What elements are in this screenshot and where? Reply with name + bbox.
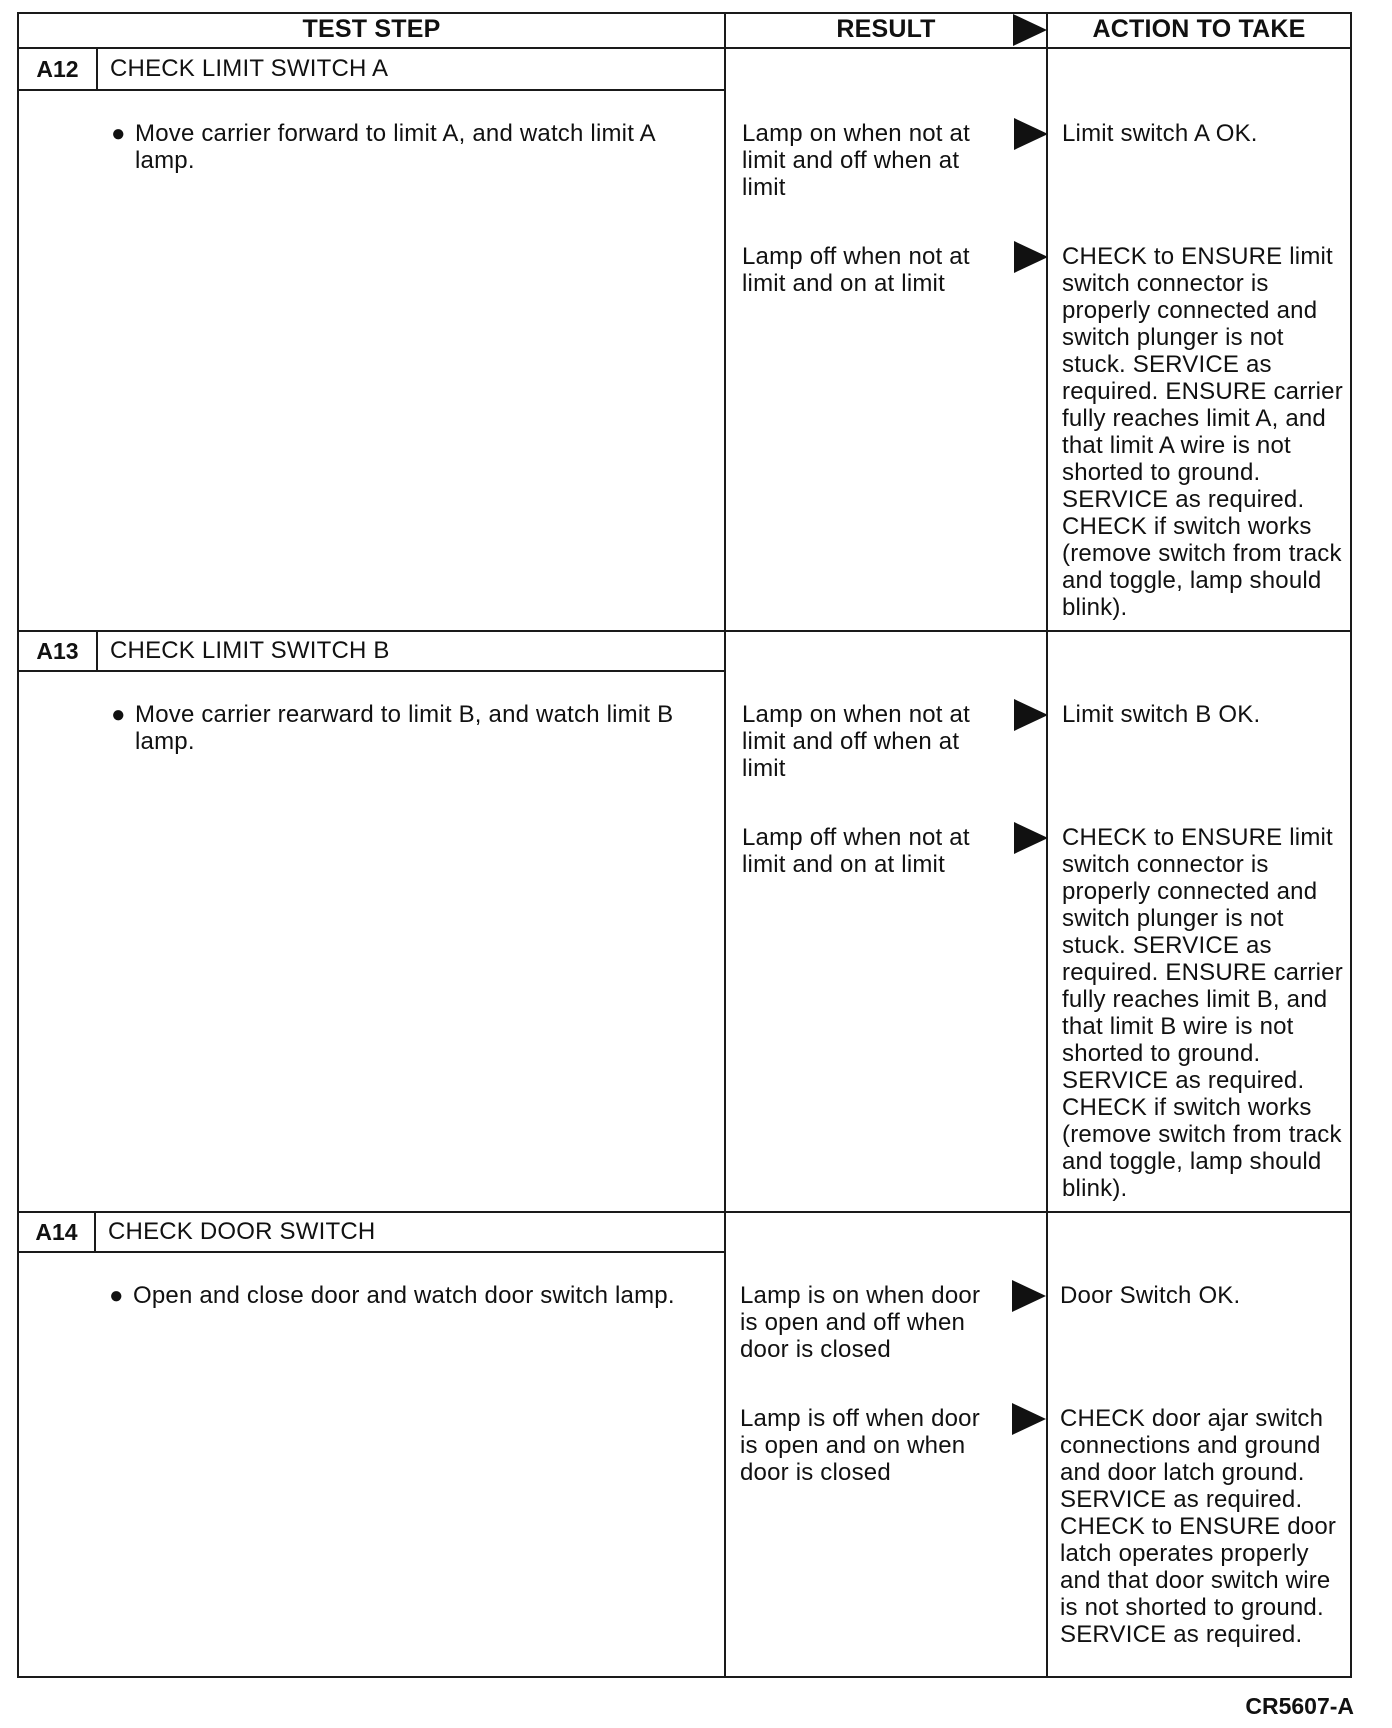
step-id-a14: A14: [35, 1218, 78, 1245]
a12-title-bottom: [17, 89, 726, 91]
step-id-a13: A13: [36, 637, 79, 664]
right-arrow-icon: [1014, 699, 1048, 731]
table-border-left: [17, 12, 19, 1678]
right-arrow-icon: [1012, 1280, 1046, 1312]
instruction-text: Open and close door and watch door switch lamp.: [133, 1282, 675, 1309]
result-a13-1: Lamp on when not at limit and off when at limit: [742, 701, 970, 782]
result-a14-1: Lamp is on when door is open and off when door is closed: [740, 1282, 981, 1363]
step-instruction-a13: [111, 701, 695, 755]
header-result: RESULT: [836, 14, 936, 43]
step-title-a13: CHECK LIMIT SWITCH B: [110, 637, 390, 664]
result-a14-2: Lamp is off when door is open and on when door is closed: [740, 1405, 980, 1486]
action-a12-2: CHECK to ENSURE limit switch connector is properly connected and switch plunger is not stuck. SERVICE as required. ENSURE carrier fully reaches limit A, and that limit A wire is not shorted to ground. SERVICE as required. CHECK if switch works (remove switch from track and toggle, lamp should blink).: [1062, 243, 1343, 621]
result-a13-2: Lamp off when not at limit and on at limit: [742, 824, 970, 878]
bullet-dot-icon: ●: [111, 120, 126, 147]
right-arrow-icon: [1014, 822, 1048, 854]
header-action: ACTION TO TAKE: [1092, 14, 1306, 43]
right-arrow-icon: [1014, 241, 1048, 273]
right-arrow-icon: [1012, 1403, 1046, 1435]
bullet-dot-icon: ●: [109, 1282, 124, 1309]
step-title-a14: CHECK DOOR SWITCH: [108, 1218, 376, 1245]
step-instruction-a12: [111, 120, 695, 174]
step-id-a12: A12: [36, 55, 79, 82]
action-a14-2: CHECK door ajar switch connections and ground and door latch ground. SERVICE as required. CHECK to ENSURE door latch operates properly and that door switch wire is not shorted to ground. SERVICE as required.: [1060, 1405, 1337, 1648]
table-border-bottom: [17, 1676, 1352, 1678]
a14-title-bottom: [17, 1251, 726, 1253]
figure-id: CR5607-A: [1245, 1693, 1354, 1719]
action-a14-1: Door Switch OK.: [1060, 1282, 1241, 1309]
table-border-right: [1350, 12, 1352, 1678]
step-title-a12: CHECK LIMIT SWITCH A: [110, 55, 389, 82]
result-a12-1: Lamp on when not at limit and off when at limit: [742, 120, 970, 201]
result-a12-2: Lamp off when not at limit and on at limit: [742, 243, 970, 297]
header-right-arrow-icon: [1013, 14, 1047, 46]
action-a13-1: Limit switch B OK.: [1062, 701, 1261, 728]
a13-id-divider: [96, 630, 98, 671]
instruction-text: Move carrier forward to limit A, and watch limit A lamp.: [135, 120, 655, 174]
right-arrow-icon: [1014, 118, 1048, 150]
action-a12-1: Limit switch A OK.: [1062, 120, 1258, 147]
a13-title-bottom: [17, 670, 726, 672]
column-divider-1: [724, 12, 726, 1678]
header-test-step: TEST STEP: [302, 14, 441, 43]
a14-id-divider: [94, 1211, 96, 1252]
step-instruction-a14: [109, 1282, 713, 1309]
a12-id-divider: [96, 47, 98, 90]
action-a13-2: CHECK to ENSURE limit switch connector is properly connected and switch plunger is not stuck. SERVICE as required. ENSURE carrier fully reaches limit B, and that limit B wire is not shorted to ground. SERVICE as required. CHECK if switch works (remove switch from track and toggle, lamp should blink).: [1062, 824, 1343, 1202]
bullet-dot-icon: ●: [111, 701, 126, 728]
instruction-text: Move carrier rearward to limit B, and watch limit B lamp.: [135, 701, 674, 755]
